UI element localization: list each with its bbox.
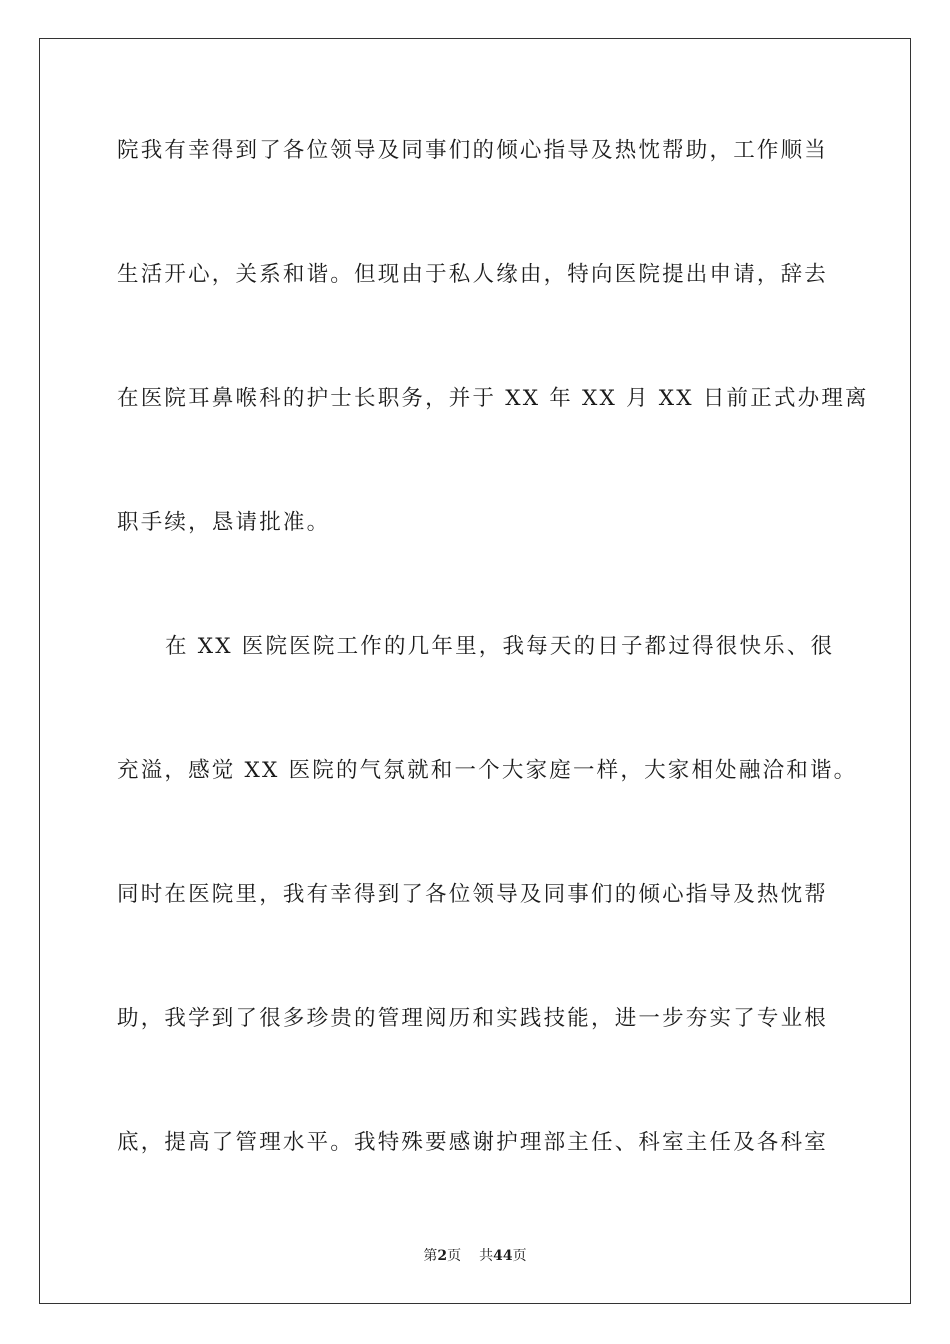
page-footer bbox=[0, 1247, 950, 1265]
body-text-line-1: 院我有幸得到了各位领导及同事们的倾心指导及热忱帮助，工作顺当 bbox=[117, 138, 829, 163]
body-text-line-3: 在医院耳鼻喉科的护士长职务，并于 XX 年 XX 月 XX 日前正式办理离 bbox=[117, 386, 869, 411]
total-prefix: 共 bbox=[479, 1248, 494, 1264]
body-text-line-9: 底，提高了管理水平。我特殊要感谢护理部主任、科室主任及各科室 bbox=[117, 1130, 829, 1155]
page-suffix: 页 bbox=[447, 1248, 462, 1264]
body-text-line-4: 职手续，恳请批准。 bbox=[117, 510, 331, 535]
body-text-line-8: 助，我学到了很多珍贵的管理阅历和实践技能，进一步夯实了专业根 bbox=[117, 1006, 829, 1031]
body-text-line-5: 在 XX 医院医院工作的几年里，我每天的日子都过得很快乐、很 bbox=[165, 634, 835, 659]
body-text-line-6: 充溢，感觉 XX 医院的气氛就和一个大家庭一样，大家相处融洽和谐。 bbox=[117, 758, 858, 783]
page-prefix: 第 bbox=[423, 1248, 438, 1264]
total-pages: 44 bbox=[493, 1248, 513, 1264]
page-border bbox=[39, 38, 911, 1304]
total-suffix: 页 bbox=[512, 1248, 527, 1264]
body-text-line-2: 生活开心，关系和谐。但现由于私人缘由，特向医院提出申请，辞去 bbox=[117, 262, 829, 287]
body-text-line-7: 同时在医院里，我有幸得到了各位领导及同事们的倾心指导及热忱帮 bbox=[117, 882, 829, 907]
page-number: 2 bbox=[437, 1248, 448, 1264]
